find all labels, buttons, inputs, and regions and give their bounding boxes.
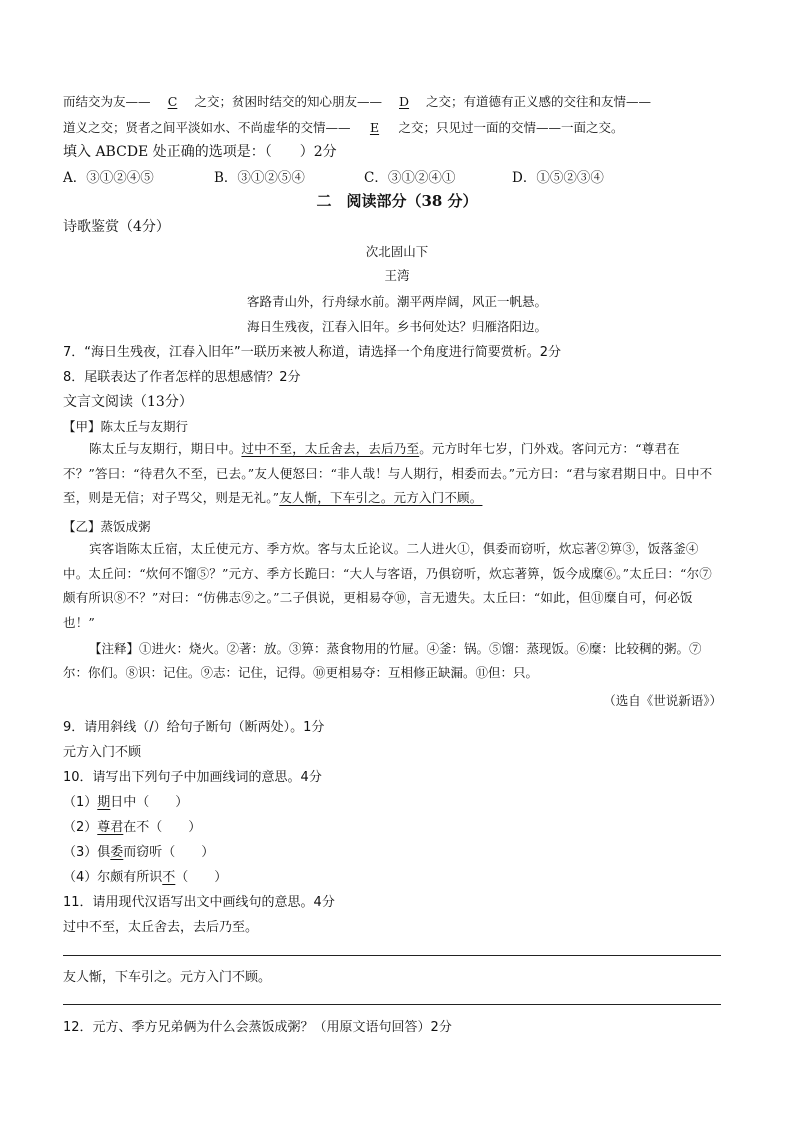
passage-jia-title: 【甲】陈太丘与友期行	[63, 419, 189, 434]
source: （选自《世说新语》）	[603, 693, 722, 708]
annotations: 【注释】①进火：烧火。②著：放。③箅：蒸食物用的竹屉。④釜：锅。⑤馏：蒸现饭。⑥糜：比较稠的粥。⑦尔：你们。⑧识：记住。⑨志：记住，记得。⑩更相易夺：互相修正缺漏。⑪但：只。	[63, 641, 702, 680]
q11-sentence-2: 友人惭，下车引之。元方入门不顾。	[63, 970, 272, 985]
text: 。元方时年七岁，门外戏。客问元方：“尊君在不？”答曰：“待君久不至，已去。”友人便怒曰：“非人哉！与人期行，相委而去。”元方曰：“君与家君期日中。日中不至，则是无信；对子骂父，则是无礼。”	[63, 441, 713, 505]
question-11: 11．请用现代汉语写出文中画线句的意思。4分	[63, 895, 335, 910]
answer-line-2	[63, 1004, 721, 1005]
passage-yi-title: 【乙】蒸饭成粥	[63, 519, 151, 534]
text: 而结交为友——	[63, 94, 151, 109]
question-8: 8．尾联表达了作者怎样的思想感情？2分	[63, 370, 301, 385]
q10-item-2	[63, 816, 201, 835]
blank-c: C	[167, 94, 178, 109]
q9-sentence: 元方入门不顾	[63, 745, 142, 760]
text: 而窃听（ ）	[123, 845, 215, 860]
section-title: 二 阅读部分（38 分）	[316, 192, 478, 210]
passage-yi: 宾客诣陈太丘宿，太丘使元方、季方炊。客与太丘论议。二人进火①，俱委而窃听，炊忘著②箅③，饭落釜④中。太丘问：“炊何不馏⑤？”元方、季方长跪曰：“大人与客语，乃俱窃听，炊忘著箅，饭今成糜⑥。”太丘曰：“尔⑦颇有所识⑧不？”对曰：“仿佛志⑨之。”二子俱说，更相易夺⑩，言无遗失。太丘曰：“如此，但⑪糜自可，何必饭也！”	[63, 541, 713, 630]
poem-line-1: 客路青山外，行舟绿水前。潮平两岸阔，风正一帆悬。	[246, 294, 547, 309]
top-line-2	[63, 118, 624, 136]
option-d: D．①⑤②③④	[512, 170, 604, 186]
underlined-word: 委	[110, 845, 124, 860]
text: 道义之交；贤者之间平淡如水、不尚虚华的交情——	[63, 120, 351, 135]
choice-question: 填入 ABCDE 处正确的选项是：（ ）2分	[63, 144, 337, 160]
underlined-sentence-1: 过中不至，太丘舍去，去后乃至	[241, 441, 420, 456]
poem-title: 次北固山下	[365, 244, 429, 259]
q11-sentence-1: 过中不至，太丘舍去，去后乃至。	[63, 920, 259, 935]
option-b: B．③①②⑤④	[214, 170, 305, 186]
text: 陈太丘与友期行，期日中。	[89, 441, 242, 456]
text: 之交；只见过一面的交情——一面之交。	[398, 120, 624, 135]
underlined-sentence-2: 友人惭，下车引之。元方入门不顾。	[279, 490, 483, 505]
text: （1）	[63, 795, 98, 810]
poetry-heading: 诗歌鉴赏（4分）	[63, 219, 170, 235]
text: 日中（ ）	[110, 795, 189, 810]
question-10: 10．请写出下列句子中加画线词的意思。4分	[63, 770, 322, 785]
text: （4）尔颇有所识	[63, 870, 163, 885]
text: 之交；贫困时结交的知心朋友——	[194, 94, 383, 109]
underlined-word: 尊君	[97, 820, 124, 835]
answer-line-1	[63, 955, 721, 956]
q10-item-1	[63, 791, 188, 810]
question-9: 9．请用斜线（/）给句子断句（断两处）。1分	[63, 720, 325, 735]
underlined-word: 期	[97, 795, 111, 810]
passage-jia	[63, 437, 723, 511]
q10-item-3	[63, 841, 214, 860]
q10-item-4	[63, 866, 227, 885]
question-7: 7．“海日生残夜，江春入旧年”一联历来被人称道，请选择一个角度进行简要赏析。2分	[63, 345, 562, 360]
blank-e: E	[369, 120, 380, 135]
text: （2）	[63, 820, 98, 835]
question-12: 12．元方、季方兄弟俩为什么会蒸饭成粥？（用原文语句回答）2分	[63, 1020, 452, 1035]
text: 在不（ ）	[123, 820, 202, 835]
underlined-word: 不	[162, 870, 176, 885]
blank-d: D	[399, 94, 410, 109]
poem-author: 王湾	[384, 268, 410, 283]
option-c: C．③①②④①	[364, 170, 456, 186]
top-line-1	[63, 92, 651, 110]
option-a: A．③①②④⑤	[63, 170, 154, 186]
classical-heading: 文言文阅读（13分）	[63, 394, 193, 410]
poem-line-2: 海日生残夜，江春入旧年。乡书何处达？归雁洛阳边。	[246, 319, 547, 334]
text: 之交；有道德有正义感的交往和友情——	[426, 94, 652, 109]
text: （3）俱	[63, 845, 111, 860]
text: （ ）	[175, 870, 228, 885]
